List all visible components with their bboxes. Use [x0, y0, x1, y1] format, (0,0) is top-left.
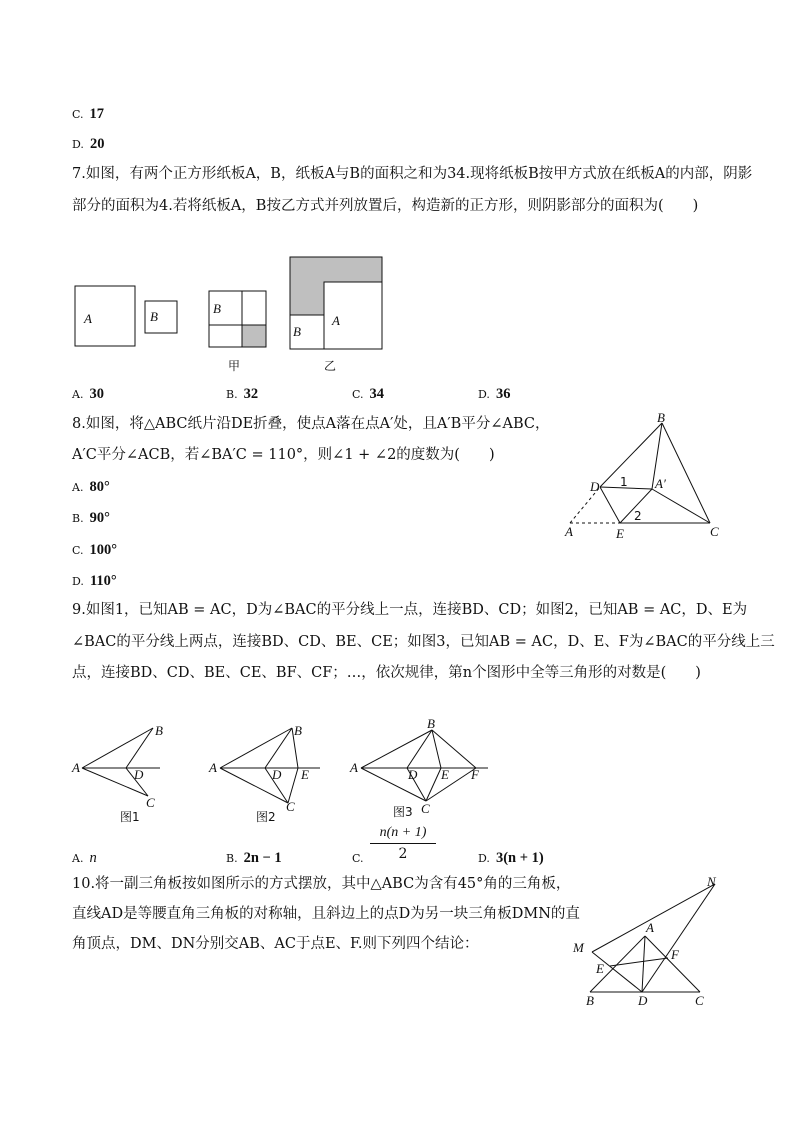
option-value: 30: [89, 386, 104, 402]
q6-option-d: [72, 134, 104, 155]
q9-option-a: [72, 848, 97, 869]
option-letter: A.: [72, 481, 84, 494]
yi-label-a: A: [332, 313, 340, 328]
option-value: 2n − 1: [243, 850, 282, 866]
q10-label-m: M: [573, 940, 584, 955]
q7-text-line1: 7.如图，有两个正方形纸板A，B，纸板A与B的面积之和为34.现将纸板B按甲方式放在纸板A的内部，阴影: [72, 166, 753, 182]
f1-label-b: B: [155, 723, 163, 738]
fig3-caption: 图3: [393, 805, 413, 819]
q8-label-e: E: [616, 526, 624, 541]
fig1-caption: 图1: [120, 810, 140, 824]
q10-label-f: F: [671, 947, 679, 962]
label-a: A: [84, 311, 92, 326]
option-value: 34: [369, 386, 385, 402]
option-letter: C.: [72, 544, 84, 557]
option-value: 3(n + 1): [495, 850, 544, 866]
q10-label-c: C: [695, 993, 704, 1008]
q10-label-b: B: [586, 993, 594, 1008]
f3-label-c: C: [421, 801, 430, 816]
q6-option-c: [72, 104, 104, 125]
yi-label-b: B: [293, 324, 301, 339]
option-value: 17: [89, 106, 105, 122]
option-letter: D.: [478, 388, 490, 401]
q8-label-a: A: [565, 524, 573, 539]
jia-caption: 甲: [228, 359, 241, 373]
f1-label-c: C: [146, 795, 155, 810]
q8-text-line2: A′C平分∠ACB，若∠BA′C = 110°，则∠1 + ∠2的度数为( ): [72, 447, 495, 463]
q10-label-e: E: [596, 961, 604, 976]
q9-text-line1: 9.如图1，已知AB = AC，D为∠BAC的平分线上一点，连接BD、CD；如图2，已知AB = AC，D、E为: [72, 602, 748, 618]
q8-text-line1: 8.如图，将△ABC纸片沿DE折叠，使点A落在点A′处，且A′B平分∠ABC，: [72, 416, 550, 432]
option-letter: B.: [226, 388, 238, 401]
q9-option-c-fraction: [370, 824, 436, 863]
f2-label-a: A: [209, 760, 217, 775]
option-letter: B.: [226, 852, 238, 865]
label-b: B: [150, 309, 158, 324]
f1-label-a: A: [72, 760, 80, 775]
option-letter: C.: [352, 388, 364, 401]
q9-text-line3: 点，连接BD、CD、BE、CE、BF、CF；…，依次规律，第n个图形中全等三角形的对数是( ): [72, 665, 701, 681]
q7-option-b: [226, 384, 258, 405]
q10-text-line1: 10.将一副三角板按如图所示的方式摆放，其中△ABC为含有45°角的三角板，: [72, 876, 571, 892]
q8-option-a: [72, 477, 110, 498]
q8-option-c: [72, 540, 117, 561]
f3-label-a: A: [350, 760, 358, 775]
jia-shaded: [242, 325, 266, 347]
q7-option-c: [352, 384, 384, 405]
option-letter: B.: [72, 512, 84, 525]
q10-label-d: D: [638, 993, 648, 1008]
q8-label-1: 1: [620, 475, 628, 489]
option-value: 36: [495, 386, 511, 402]
option-value: 90°: [89, 510, 110, 526]
yi-caption: 乙: [324, 359, 337, 373]
q10-figure: [570, 872, 730, 1007]
option-value: 32: [243, 386, 259, 402]
option-value: 20: [89, 136, 105, 152]
q8-label-2: 2: [634, 509, 642, 523]
q7-option-a: [72, 384, 104, 405]
f3-label-b: B: [427, 716, 435, 731]
fraction-bar: [370, 843, 436, 844]
q9-option-c-letter: [352, 848, 364, 869]
q8-option-d: [72, 571, 117, 592]
option-value: 100°: [89, 542, 118, 558]
q9-option-b: [226, 848, 282, 869]
f3-label-d: D: [408, 767, 418, 782]
q8-figure: [560, 410, 730, 545]
q7-figure: [70, 250, 390, 375]
q9-text-line2: ∠BAC的平分线上两点，连接BD、CD、BE、CE；如图3，已知AB = AC，D、E、F为∠BAC的平分线上三: [72, 634, 775, 650]
fraction-denominator: 2: [398, 846, 408, 862]
q10-text-line3: 角顶点，DM、DN分别交AB、AC于点E、F.则下列四个结论：: [72, 936, 479, 952]
option-letter: A.: [72, 388, 84, 401]
q9-figures: [70, 715, 500, 830]
f3-label-e: E: [441, 767, 449, 782]
q10-text-line2: 直线AD是等腰直角三角板的对称轴，且斜边上的点D为另一块三角板DMN的直: [72, 906, 580, 922]
option-letter: C.: [352, 852, 364, 865]
f2-label-e: E: [301, 767, 309, 782]
q8-label-a-prime: A′: [655, 476, 666, 491]
option-letter: D.: [72, 575, 84, 588]
q8-label-d: D: [590, 479, 600, 494]
option-letter: D.: [478, 852, 490, 865]
option-value: 80°: [89, 479, 110, 495]
option-value: 110°: [89, 573, 117, 589]
fig2-caption: 图2: [256, 810, 276, 824]
q8-label-b: B: [657, 410, 665, 425]
q8-label-c: C: [710, 524, 719, 539]
f2-label-c: C: [286, 799, 295, 814]
fraction-numerator: n(n + 1): [379, 825, 427, 840]
f1-label-d: D: [134, 767, 144, 782]
q7-option-d: [478, 384, 510, 405]
q7-text-line2: 部分的面积为4.若将纸板A，B按乙方式并列放置后，构造新的正方形，则阴影部分的面积为( ): [72, 198, 699, 214]
f2-label-b: B: [294, 723, 302, 738]
f3-label-f: F: [471, 767, 479, 782]
f2-label-d: D: [272, 767, 282, 782]
option-letter: C.: [72, 108, 84, 121]
q8-option-b: [72, 508, 110, 529]
jia-label-b: B: [213, 301, 221, 316]
q10-label-a: A: [646, 920, 654, 935]
option-letter: D.: [72, 138, 84, 151]
option-value: n: [89, 850, 97, 866]
q10-label-n: N: [707, 874, 716, 889]
q9-option-d: [478, 848, 544, 869]
option-letter: A.: [72, 852, 84, 865]
